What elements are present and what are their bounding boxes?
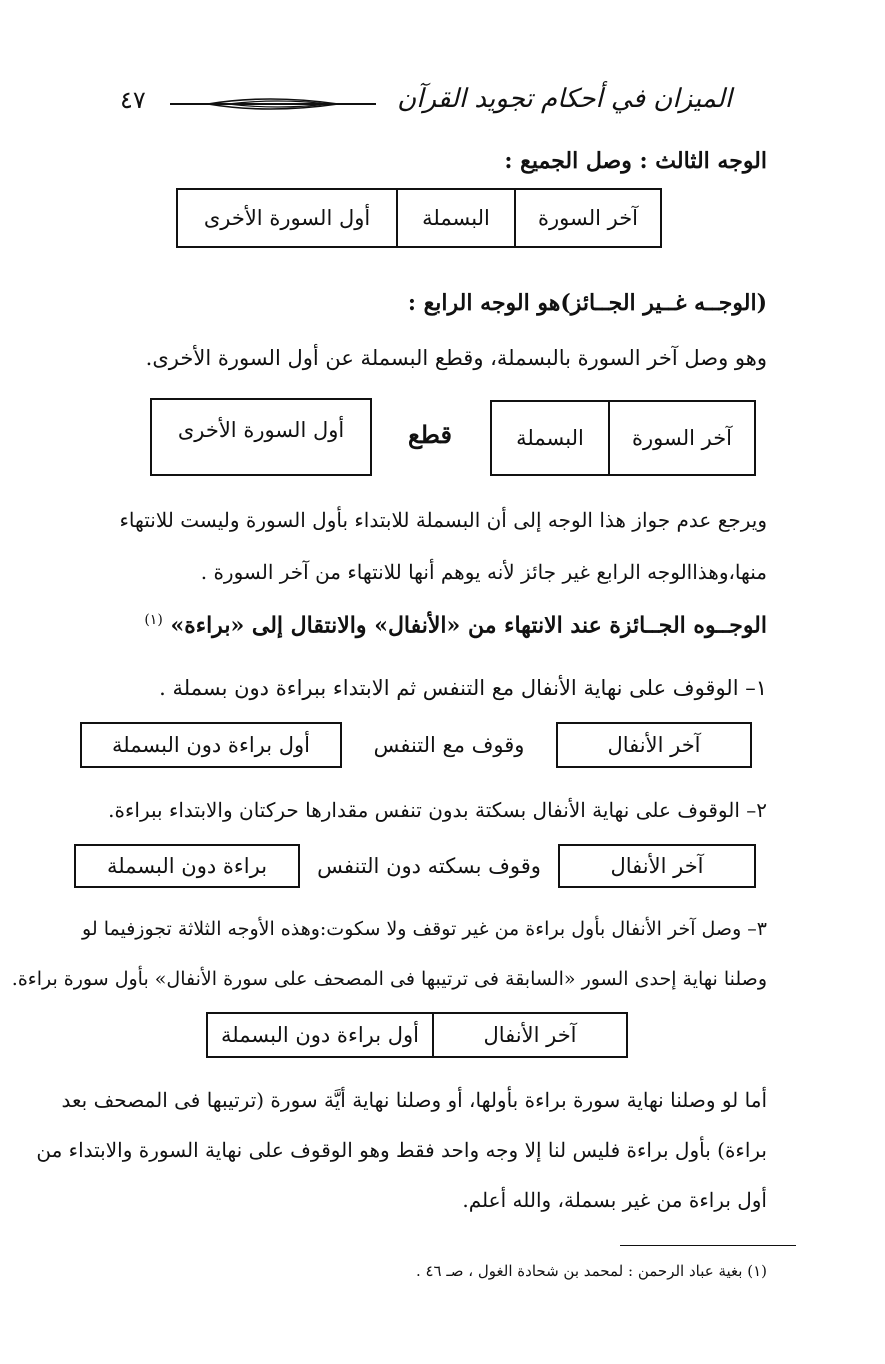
section3-cell-surah-end: آخر السورة bbox=[514, 188, 662, 248]
permissible-heading bbox=[144, 612, 767, 638]
item3-cell-baraa: أول براءة دون البسملة bbox=[206, 1012, 432, 1058]
footnote-separator bbox=[620, 1245, 796, 1246]
item2-cell-baraa: براءة دون البسملة bbox=[74, 844, 300, 888]
header-ornament bbox=[168, 92, 378, 116]
closing-line2: براءة) بأول براءة فليس لنا إلا وجه واحد فقط وهو الوقوف على نهاية السورة والابتداء من bbox=[36, 1138, 767, 1162]
item1-row bbox=[80, 722, 752, 768]
item1-cell-anfal-end: آخر الأنفال bbox=[556, 722, 752, 768]
section4-reason-line1: ويرجع عدم جواز هذا الوجه إلى أن البسملة للابتداء بأول السورة وليست للانتهاء bbox=[119, 508, 767, 532]
section4-cell-next-surah: أول السورة الأخرى bbox=[150, 398, 372, 476]
closing-line1: أما لو وصلنا نهاية سورة براءة بأولها، أو وصلنا نهاية أيَّة سورة (ترتيبها فى المصحف بعد bbox=[61, 1088, 767, 1112]
section4-reason-line2: منها،وهذاالوجه الرابع غير جائز لأنه يوهم أنها للانتهاء من آخر السورة . bbox=[200, 560, 767, 584]
item1-text: ١– الوقوف على نهاية الأنفال مع التنفس ثم الابتداء ببراءة دون بسملة . bbox=[159, 676, 767, 700]
item3-cell-anfal-end: آخر الأنفال bbox=[432, 1012, 628, 1058]
section4-cell-basmala: البسملة bbox=[490, 400, 608, 476]
section3-heading: الوجه الثالث : وصل الجميع : bbox=[504, 148, 767, 174]
section4-heading: (الوجــه غــير الجــائز)هو الوجه الرابع : bbox=[407, 290, 767, 316]
item2-row bbox=[74, 844, 756, 888]
item1-cell-baraa: أول براءة دون البسملة bbox=[80, 722, 342, 768]
section3-table bbox=[176, 188, 662, 248]
item3-table bbox=[206, 1012, 628, 1058]
section4-joined-cells bbox=[490, 400, 756, 476]
running-header bbox=[120, 80, 760, 124]
header-title: الميزان في أحكام تجويد القرآن bbox=[397, 84, 732, 114]
item3-line2: وصلنا نهاية إحدى السور «السابقة فى ترتيبها فى المصحف على سورة الأنفال» بأول سورة براءة. bbox=[11, 968, 767, 990]
footnote-reference: (١) bbox=[144, 612, 163, 628]
item2-text: ٢– الوقوف على نهاية الأنفال بسكتة بدون تنفس مقدارها حركتان والابتداء ببراءة. bbox=[108, 798, 767, 822]
section4-cut-label: قطع bbox=[408, 420, 452, 449]
section3-cell-next-surah: أول السورة الأخرى bbox=[176, 188, 396, 248]
footnote-text: (١) بغية عباد الرحمن : لمحمد بن شحادة الغول ، صـ ٤٦ . bbox=[415, 1262, 767, 1280]
item3-line1: ٣– وصل آخر الأنفال بأول براءة من غير توقف ولا سكوت:وهذه الأوجه الثلاثة تجوزفيما لو bbox=[82, 918, 767, 940]
section4-other-cell-box bbox=[150, 398, 372, 476]
item2-cell-anfal-end: آخر الأنفال bbox=[558, 844, 756, 888]
item1-middle-text: وقوف مع التنفس bbox=[373, 733, 525, 757]
section4-description: وهو وصل آخر السورة بالبسملة، وقطع البسملة عن أول السورة الأخرى. bbox=[145, 346, 767, 370]
page-number: ٤٧ bbox=[120, 86, 146, 114]
section3-cell-basmala: البسملة bbox=[396, 188, 514, 248]
permissible-heading-text: الوجــوه الجــائزة عند الانتهاء من «الأنفال» والانتقال إلى «براءة» bbox=[170, 612, 767, 639]
closing-line3: أول براءة من غير بسملة، والله أعلم. bbox=[462, 1188, 767, 1212]
item2-middle-text: وقوف بسكته دون التنفس bbox=[317, 854, 541, 878]
section4-cell-surah-end: آخر السورة bbox=[608, 400, 756, 476]
